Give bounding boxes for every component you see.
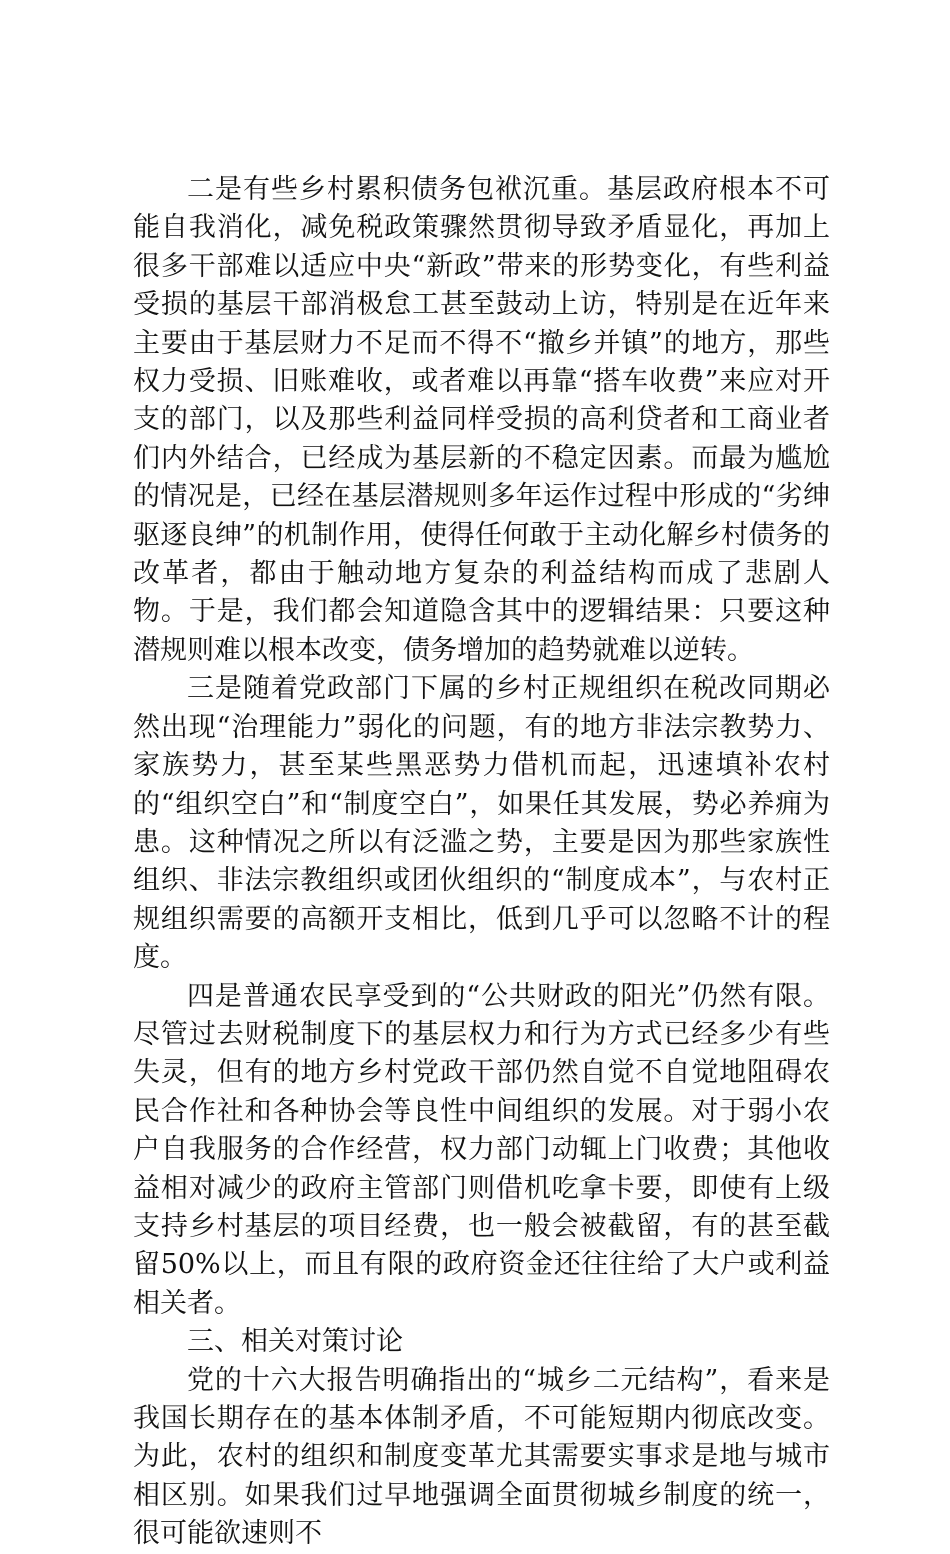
paragraph-dual-structure: 党的十六大报告明确指出的“城乡二元结构”，看来是我国长期存在的基本体制矛盾，不可能短期内彻底改变。为此，农村的组织和制度变革尤其需要实事求是地与城市相区别。如果我们过早地强调全面贯彻城乡制度的统一，很可能欲速则不 bbox=[133, 1364, 830, 1550]
paragraph-governance-weakening: 三是随着党政部门下属的乡村正规组织在税改同期必然出现“治理能力”弱化的问题，有的地方非法宗教势力、家族势力，甚至某些黑恶势力借机而起，迅速填补农村的“组织空白”和“制度空白”，如果任其发展，势必养痈为患。这种情况之所以有泛滥之势，主要是因为那些家族性组织、非法宗教组织或团伙组织的“制度成本”，与农村正规组织需要的高额开支相比，低到几乎可以忽略不计的程度。 bbox=[133, 673, 830, 974]
paragraph-debt-burden: 二是有些乡村累积债务包袱沉重。基层政府根本不可能自我消化，减免税政策骤然贯彻导致矛盾显化，再加上很多干部难以适应中央“新政”带来的形势变化，有些利益受损的基层干部消极怠工甚至鼓动上访，特别是在近年来主要由于基层财力不足而不得不“撤乡并镇”的地方，那些权力受损、旧账难收，或者难以再靠“搭车收费”来应对开支的部门，以及那些利益同样受损的高利贷者和工商业者们内外结合，已经成为基层新的不稳定因素。而最为尴尬的情况是，已经在基层潜规则多年运作过程中形成的“劣绅驱逐良绅”的机制作用，使得任何敢于主动化解乡村债务的改革者，都由于触动地方复杂的利益结构而成了悲剧人物。于是，我们都会知道隐含其中的逻辑结果：只要这种潜规则难以根本改变，债务增加的趋势就难以逆转。 bbox=[133, 174, 830, 666]
document-body bbox=[133, 171, 830, 1554]
section-heading: 三、相关对策讨论 bbox=[187, 1326, 403, 1358]
paragraph-public-finance: 四是普通农民享受到的“公共财政的阳光”仍然有限。尽管过去财税制度下的基层权力和行为方式已经多少有些失灵，但有的地方乡村党政干部仍然自觉不自觉地阻碍农民合作社和各种协会等良性中间组织的发展。对于弱小农户自我服务的合作经营，权力部门动辄上门收费；其他收益相对减少的政府主管部门则借机吃拿卡要，即使有上级支持乡村基层的项目经费，也一般会被截留，有的甚至截留50%以上，而且有限的政府资金还往往给了大户或利益相关者。 bbox=[133, 980, 830, 1319]
